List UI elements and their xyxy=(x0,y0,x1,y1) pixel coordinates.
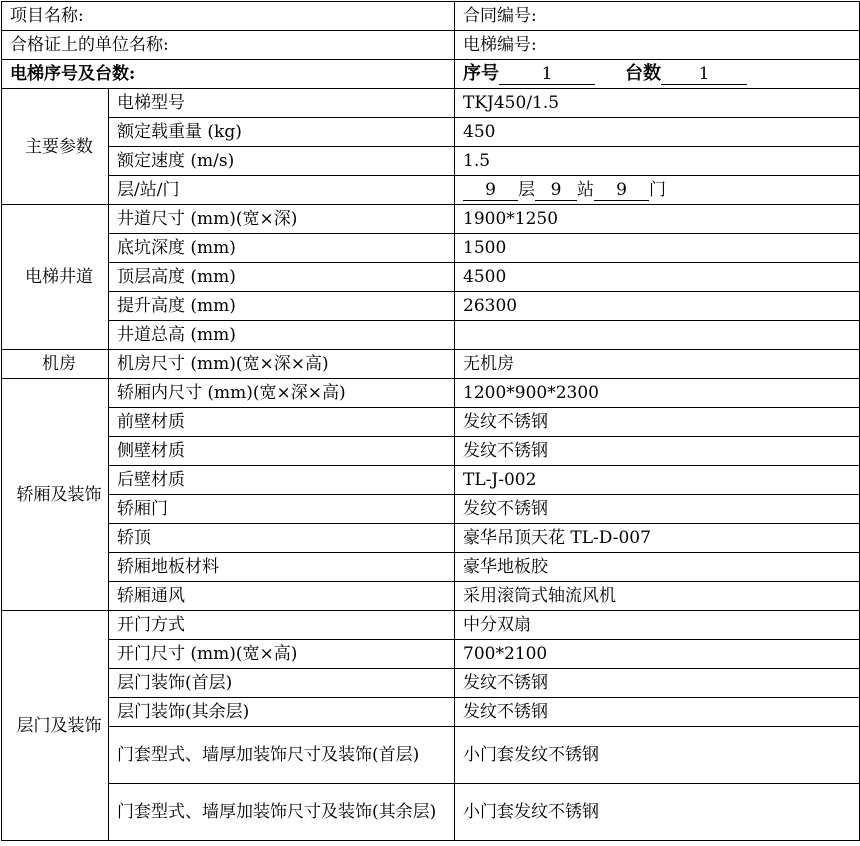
table-row xyxy=(2,611,860,640)
row-label: 电梯型号 xyxy=(109,89,455,118)
row-value: 中分双扇 xyxy=(455,611,860,640)
row-value: 1500 xyxy=(455,234,860,263)
stations-unit: 站 xyxy=(577,179,595,200)
table-row xyxy=(2,263,860,292)
qty-label: 台数 xyxy=(625,62,662,84)
row-label: 侧壁材质 xyxy=(109,437,455,466)
row-label: 额定速度 (m/s) xyxy=(109,147,455,176)
seq-value: 1 xyxy=(499,64,595,85)
table-row xyxy=(2,437,860,466)
row-label: 井道总高 (mm) xyxy=(109,321,455,350)
row-label: 层/站/门 xyxy=(109,176,455,205)
table-row xyxy=(2,408,860,437)
row-label: 井道尺寸 (mm)(宽×深) xyxy=(109,205,455,234)
floors-unit: 层 xyxy=(518,179,536,200)
row-value: 小门套发纹不锈钢 xyxy=(455,784,860,841)
table-row xyxy=(2,2,860,31)
group-hoistway: 电梯井道 xyxy=(2,205,109,350)
table-row xyxy=(2,31,860,60)
row-label: 顶层高度 (mm) xyxy=(109,263,455,292)
row-label: 轿厢通风 xyxy=(109,582,455,611)
contract-no-label: 合同编号: xyxy=(455,2,860,31)
table-row xyxy=(2,524,860,553)
row-value xyxy=(455,321,860,350)
seq-qty-values xyxy=(455,60,860,89)
project-name-label: 项目名称: xyxy=(2,2,455,31)
row-value: 700*2100 xyxy=(455,640,860,669)
row-label: 前壁材质 xyxy=(109,408,455,437)
row-value: TL-J-002 xyxy=(455,466,860,495)
row-value: 发纹不锈钢 xyxy=(455,698,860,727)
table-row xyxy=(2,495,860,524)
seq-qty-label: 电梯序号及台数: xyxy=(2,60,455,89)
stations-value: 9 xyxy=(535,180,577,201)
table-row xyxy=(2,582,860,611)
group-machine-room: 机房 xyxy=(2,350,109,379)
row-value: 发纹不锈钢 xyxy=(455,408,860,437)
row-value: TKJ450/1.5 xyxy=(455,89,860,118)
doors-value: 9 xyxy=(594,180,649,201)
elevator-spec-table xyxy=(1,1,860,841)
cert-unit-label: 合格证上的单位名称: xyxy=(2,31,455,60)
table-row xyxy=(2,669,860,698)
table-row xyxy=(2,89,860,118)
table-row xyxy=(2,640,860,669)
row-value: 1200*900*2300 xyxy=(455,379,860,408)
elevator-no-label: 电梯编号: xyxy=(455,31,860,60)
table-row xyxy=(2,292,860,321)
table-row xyxy=(2,147,860,176)
group-car: 轿厢及装饰 xyxy=(2,379,109,611)
row-value: 无机房 xyxy=(455,350,860,379)
table-row xyxy=(2,176,860,205)
row-value: 450 xyxy=(455,118,860,147)
table-row xyxy=(2,60,860,89)
table-row xyxy=(2,234,860,263)
row-label: 门套型式、墙厚加装饰尺寸及装饰(其余层) xyxy=(109,784,455,841)
row-value: 1900*1250 xyxy=(455,205,860,234)
row-value: 采用滚筒式轴流风机 xyxy=(455,582,860,611)
row-value: 4500 xyxy=(455,263,860,292)
row-label: 层门装饰(首层) xyxy=(109,669,455,698)
row-label: 轿厢地板材料 xyxy=(109,553,455,582)
row-label: 提升高度 (mm) xyxy=(109,292,455,321)
group-landing: 层门及装饰 xyxy=(2,611,109,841)
row-label: 底坑深度 (mm) xyxy=(109,234,455,263)
qty-value: 1 xyxy=(661,64,747,85)
row-label: 轿厢内尺寸 (mm)(宽×深×高) xyxy=(109,379,455,408)
row-value: 豪华吊顶天花 TL-D-007 xyxy=(455,524,860,553)
table-row xyxy=(2,727,860,784)
row-value: 发纹不锈钢 xyxy=(455,437,860,466)
row-value: 1.5 xyxy=(455,147,860,176)
row-label: 轿厢门 xyxy=(109,495,455,524)
row-value: 发纹不锈钢 xyxy=(455,669,860,698)
table-row xyxy=(2,118,860,147)
table-row xyxy=(2,350,860,379)
group-main-params: 主要参数 xyxy=(2,89,109,205)
table-row xyxy=(2,379,860,408)
floors-value: 9 xyxy=(463,180,518,201)
row-label: 机房尺寸 (mm)(宽×深×高) xyxy=(109,350,455,379)
table-row xyxy=(2,784,860,841)
row-label: 层门装饰(其余层) xyxy=(109,698,455,727)
row-label: 门套型式、墙厚加装饰尺寸及装饰(首层) xyxy=(109,727,455,784)
row-value: 26300 xyxy=(455,292,860,321)
row-label: 后壁材质 xyxy=(109,466,455,495)
table-row xyxy=(2,553,860,582)
stops-values xyxy=(455,176,860,205)
row-label: 轿顶 xyxy=(109,524,455,553)
row-label: 开门方式 xyxy=(109,611,455,640)
row-value: 豪华地板胶 xyxy=(455,553,860,582)
table-row xyxy=(2,205,860,234)
seq-label: 序号 xyxy=(463,62,500,84)
row-label: 额定载重量 (kg) xyxy=(109,118,455,147)
row-value: 小门套发纹不锈钢 xyxy=(455,727,860,784)
table-row xyxy=(2,466,860,495)
doors-unit: 门 xyxy=(649,179,667,200)
row-value: 发纹不锈钢 xyxy=(455,495,860,524)
table-row xyxy=(2,321,860,350)
row-label: 开门尺寸 (mm)(宽×高) xyxy=(109,640,455,669)
table-row xyxy=(2,698,860,727)
